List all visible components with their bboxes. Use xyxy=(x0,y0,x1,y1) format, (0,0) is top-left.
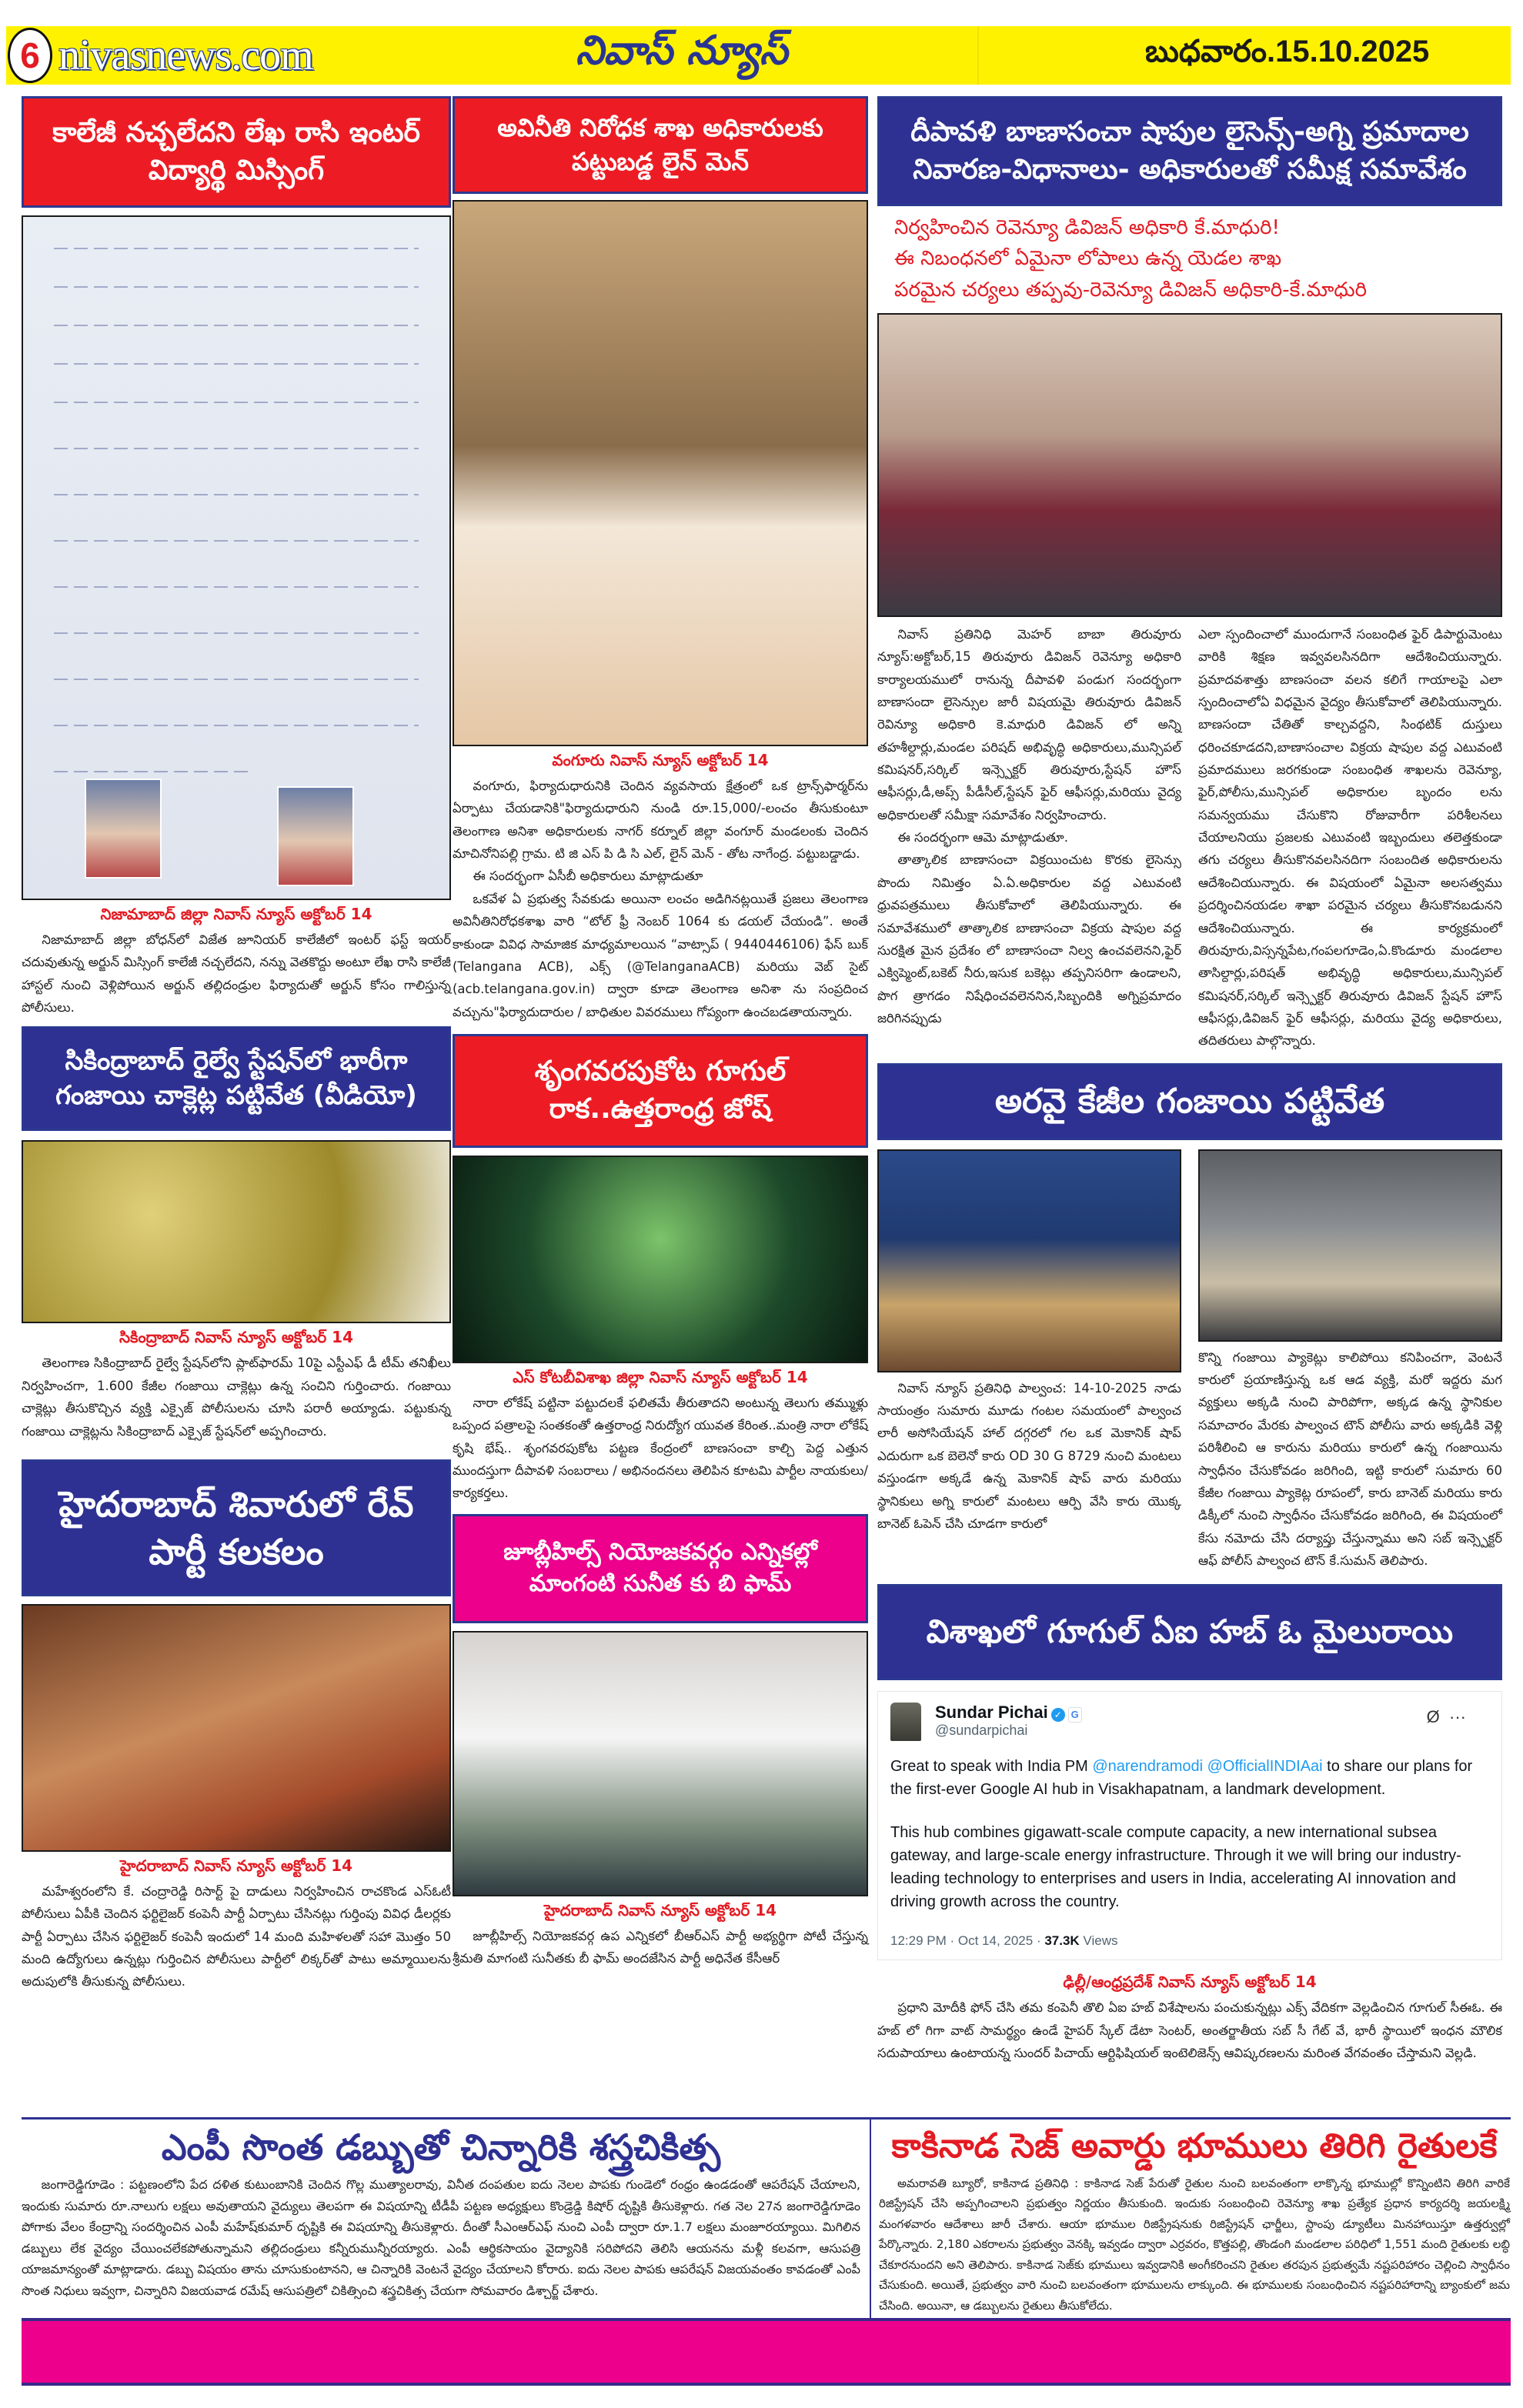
article-body: నారా లోకేష్ పట్టినా పట్టుదలకే ఫలితమే తీరుతాదని అంటున్న తెలుగు తమ్ముళ్లు ఒప్పంద పత్రాలపై సంతకంతో ఉత్తరాంధ్ర నిరుద్యోగ యువత కేరింత..మంత్రి నారా లోకేష్ కృషి భేష్.. శృంగవరపుకోట పట్టణ కేంద్రంలో బాణసంచా కాల్చి పెద్ద ఎత్తున ముందస్తుగా దీపావళి సంబరాలు / అభినందనలు తెలిపిన కూటమి పార్టీల నాయకులు/ కార్యకర్తలు. xyxy=(453,1395,868,1501)
article-body: ప్రధాని మోదీకి ఫోన్ చేసి తమ కంపెనీ తొలి ఏఐ హబ్ విశేషాలను పంచుకున్నట్లు ఎక్స్ వేదికగా వెల్లడించిన గూగుల్ సీఈఓ. ఈ హబ్ లో గిగా వాట్ సామర్థ్యం ఉండే హైపర్ స్కేల్ డేటా సెంటర్, అంతర్జాతీయ సబ్ సీ గేట్ వే, భారీ స్థాయిలో ఇంధన మౌలిక సదుపాయాలు ఉంటాయన్న సుందర్ పిచాయ్ ఆర్టిఫిషియల్ ఇంటెలిజెన్స్ ఆవిష్కరణలను మరింత వేగవంతం చేస్తామని వెల్లడి. xyxy=(877,2000,1502,2061)
photo-police-officer xyxy=(877,1149,1181,1372)
article-body: జంగారెడ్డిగూడెం : పట్టణంలోని పేద దళిత కుటుంబానికి చెందిన గొల్ల ముత్యాలరావు, వినీత దంపతుల ఐదు నెలల పాపకు గుండెలో రంధ్రం ఉండడంతో ఆపరేషన్ చేయాలని, ఇందుకు సుమారు రూ.నాలుగు లక్షలు అవుతాయని వైద్యులు తెలపగా ఈ విషయాన్ని టీడీపీ పట్టణ అధ్యక్షులు కొండ్రెడ్డి కిషోర్ దృష్టికి తీసుకెళ్లారు. గత నెల 27న జంగారెడ్డిగూడెం పోగాకు వేలం కేంద్రాన్ని సందర్శించిన ఎంపీ మహేష్‌కుమార్ దృష్టికి ఈ విషయాన్ని తీసుకెళ్లారు. దీంతో సీఎంఆర్‌ఎఫ్ నుంచి ఎంపీ ద్వారా రూ.1.7 లక్షలు మంజూరయ్యాయి. మిగిలిన డబ్బులు లేక వైద్యం చేయించలేకపోతున్నామని తల్లిదండ్రులు కన్నీరుమున్నీరయ్యారు. ఎంపీ ఆర్థికసాయం వైద్యానికి సరిపోదని తెలిసి ఆయనను మళ్లీ కలవగా, ఆసుపత్రి యాజమాన్యంతో మాట్లాడారు. డబ్బు విషయం తాను చూసుకుంటానని, ఆ చిన్నారికి వెంటనే వైద్యం చేయాలని కోరారు. ఐదు నెలల పాపకు ఆపరేషన్ విజయవంతం కావడంతో ఎంపీ సొంత నిధులు ఇవ్వగా, చిన్నారిని విజయవాడ రమేష్ ఆసుపత్రిలో చికిత్సించి శస్త్రచికిత్స చేయగా సోమవారం డిశ్చార్జ్ చేశారు. xyxy=(22,2177,860,2298)
tweet-text-part: to share our plans for the first-ever Google AI hub in Visakhapatnam, a landmark development. xyxy=(890,1758,1473,1799)
column-divider xyxy=(870,2120,871,2320)
mention-link[interactable]: @OfficialINDIAai xyxy=(1207,1758,1323,1776)
diwali-body xyxy=(877,623,1502,1052)
tweet-text-part: This hub combines gigawatt-scale compute capacity, a new international subsea gateway, and large-scale energy infrastructure. Through it we will bring our industry-leading technology to enterprises and users in India, accelerating AI innovation and driving growth across the country. xyxy=(890,1824,1461,1911)
masthead xyxy=(6,26,1511,85)
diwali-subheads xyxy=(877,212,1502,305)
article-body: తాత్కాలిక బాణాసంచా విక్రయించుట కొరకు లైసెన్సు పొందు నిమిత్తం ఏ.ఏ.అధికారుల వద్ద ఎటువంటి ధ్రువపత్రములు తీసుకోవాలో తెలిపియున్నారు. ఈ సమావేశములో తాత్కాలిక బాణాసంచా విక్రయ షాపుల వద్ద సురక్షిత మైన ప్రదేశం లో బాణాసంచా నిల్వ ఉంచవలెనని,ఫైర్ ఎక్విప్మెంట్,బకెట్ నీరు,ఇసుక బకెట్లు తప్పనిసరిగా ఉండాలని, పొగ త్రాగడం నిషేధించవలెననిన,సిబ్బందికి అగ్నిప్రమాదం జరిగినప్పుడు xyxy=(877,852,1181,1026)
masthead-divider xyxy=(977,26,979,85)
article-mp-surgery xyxy=(22,2123,860,2301)
column-3 xyxy=(877,96,1502,2064)
avatar[interactable] xyxy=(890,1703,921,1741)
tweet-author-name[interactable]: Sundar Pichai xyxy=(935,1703,1048,1723)
photo-chocolates xyxy=(22,1140,451,1323)
headline-diwali: దీపావళి బాణాసంచా షాపుల లైసెన్స్-అగ్ని ప్రమాదాల నివారణ-విధానాలు- అధికారులతో సమీక్ష సమావేశం xyxy=(877,96,1502,206)
column-1 xyxy=(22,96,451,1993)
article-body: వంగూరు, ఫిర్యాదుధారునికి చెందిన వ్యవసాయ క్షేత్రంలో ఒక ట్రాన్స్‌ఫార్మర్‌ను ఏర్పాటు చేయడానికి"ఫిర్యాదుధారుని నుండి రూ.15,000/-లంచం తీసుకుంటూ తెలంగాణ అనిశా అధికారులకు నాగర్ కర్నూల్ జిల్లా వంగూర్ మండలంకు చెందిన మాచినోనిపల్లి గ్రామ. టి జి ఎస్ పి డి సి ఎల్, లైన్ మెన్ - తోట నాగేంద్ర. పట్టుబడ్డాడు. xyxy=(453,779,868,862)
section-divider xyxy=(22,2117,1511,2120)
article-body: ఈ సందర్భంగా ఏసీబీ అధికారులు మాట్లాడుతూ xyxy=(473,869,703,884)
embedded-tweet[interactable] xyxy=(877,1691,1502,1960)
headline-acb: అవినీతి నిరోధక శాఖ అధికారులకు పట్టుబడ్డ లైన్ మెన్ xyxy=(453,96,868,194)
newspaper-logo: నివాస్ న్యూస్ xyxy=(576,27,788,74)
tweet-header xyxy=(890,1703,1489,1741)
photo-letter xyxy=(22,215,451,900)
article-body: నివాస్ ప్రతినిధి మెహర్ బాబా తిరువూరు న్యూస్:అక్టోబర్,15 తిరువూరు డివిజన్ రెవెన్యూ అధికారి కార్యాలయములో రానున్న దీపావళి పండుగ సందర్భంగా బాణాసందా లైసెన్సుల జారీ విషయమై తిరువూరు డివిజన్ రెవిన్యూ అధికారి కె.మాధురి డివిజన్ లో అన్ని తహశీల్దార్లు,మండల పరిషద్ అభివృద్ధి అధికారులు,మున్సిపల్ కమిషనర్,సర్కిల్ ఇన్స్పెక్టర్ తిరువూరు,స్టేషన్ హౌస్ ఆఫీసర్లు,డీ,అప్స్ పీడీసీల్,స్టేషన్ ఫైర్ ఆఫీసర్లు,మరియు వైద్య అధికారులతో సమీక్షా సమావేశం నిర్వహించారు. xyxy=(877,626,1181,822)
headline-sringavarapukota: శృంగవరపుకోట గూగుల్ రాక..ఉత్తరాంధ్ర జోష్ xyxy=(453,1034,868,1148)
article-body: ఈ సందర్భంగా ఆమె మాట్లాడుతూ. xyxy=(897,830,1068,845)
photo-burnt-car xyxy=(1198,1149,1502,1342)
dateline: నిజామాబాద్ జిల్లా నివాస్ న్యూస్ అక్టోబర్ 14 xyxy=(100,905,372,923)
tweet-views-label: Views xyxy=(1079,1933,1118,1949)
dateline: వంగూరు నివాస్ న్యూస్ అక్టోబర్ 14 xyxy=(552,751,769,769)
headline-vizag-ai-hub: విశాఖలో గూగుల్ ఏఐ హబ్ ఓ మైలురాయి xyxy=(877,1584,1502,1680)
tweet-handle[interactable]: @sundarpichai xyxy=(935,1723,1028,1739)
dateline: హైదరాబాద్ నివాస్ న్యూస్ అక్టోబర్ 14 xyxy=(119,1856,353,1875)
article-body: ఎలా స్పందించాలో ముందుగానే సంబంధిత ఫైర్ డిపార్టుమెంటు వారికి శిక్షణ ఇవ్వవలసినదిగా ఆదేశించియున్నారు. ప్రమాదవశాత్తు బాణసంచా వలన కలిగే గాయాలపై ఎలా స్పందించాలోఏ విధమైన వైద్యం తీసుకోవాలో తెలిపియున్నారు. బాణసందా చేతితో కాల్చవద్దని, సింథటిక్ దుస్తులు ధరించకూడదని,బాణాసంచాల విక్రయ షాపుల వద్ద ఎటువంటి ప్రమాదములు జరగకుండా సంబంధిత శాఖలను రెవెన్యూ, ఫైర్,పోలీసు,మున్సిపల్ అధికారుల బృందం లను సమన్వయము చేసుకొని రోజువారీగా పరిశీలనలు చేయాలనియు ప్రజలకు ఎటువంటి ఇబ్బందులు తలెత్తకుండా తగు చర్యలు తీసుకొనవలసినదిగా సంబందిత అధికారులను ఆదేశించియున్నారు. ఈ విషయంలో ఏమైనా అలసత్వము ప్రదర్శించినయడల శాఖా పరమైన చర్యలు తీసుకొనబడునని ఆదేశించియున్నారు. ఈ కార్యక్రమంలో తిరువూరు,విస్సన్నపేట,గంపలగూడెం,ఏ.కొండూరు మండలాల తాసిల్దార్లు,పరిషత్ అభివృద్ధి అధికారులు,మున్సిపల్ కమిషనర్,సర్కిల్ ఇన్స్పెక్టర్ తిరువూరు డివిజన్ స్టేషన్ హౌస్ ఆఫీసర్లు,డివిజన్ ఫైర్ ఆఫీసర్లు, మరియు వైద్య అధికారులు, తదితరులు పాల్గొన్నారు. xyxy=(1198,626,1502,1049)
dateline: ఎస్ కోటబీవిశాఖ జిల్లా నివాస్ న్యూస్ అక్టోబర్ 14 xyxy=(513,1367,808,1386)
subhead: ఈ నిబంధనలో ఏమైనా లోపాలు ఉన్న యెడల శాఖ xyxy=(894,247,1282,271)
article-body: తెలంగాణ సికింద్రాబాద్ రైల్వే స్టేషన్‌లోని ప్లాట్‌ఫారమ్ 10పై ఎస్టీఎఫ్ డీ టీమ్ తనిఖీలు నిర్వహించగా, 1.600 కేజీల గంజాయి చాక్లెట్లు ఉన్న సంచిని గుర్తించారు. గంజాయి చాక్లెట్లు తీసుకొచ్చిన వ్యక్తి ఎక్సైజ్ పోలీసులను చూసి పరారీ అయ్యాడు. పట్టుకున్న గంజాయి చాక్లెట్లను సికింద్రాబాద్ ఎక్సైజ్ స్టేషన్‌లో అప్పగించారు. xyxy=(22,1356,451,1439)
column-2 xyxy=(453,96,868,1969)
photo-fireworks xyxy=(453,1156,868,1363)
verified-badge-icon: ✓ xyxy=(1051,1708,1065,1722)
student-photo xyxy=(277,786,354,886)
dateline: హైదరాబాద్ నివాస్ న్యూస్ అక్టోబర్ 14 xyxy=(543,1900,777,1919)
student-photo xyxy=(85,779,162,879)
article-body: మహేశ్వరంలోని కే. చంద్రారెడ్డి రిసార్ట్ పై దాడులు నిర్వహించిన రాచకొండ ఎస్‌ఓటీ పోలీసులు ఏపీకి చెందిన ఫర్టిలైజర్ కంపెనీ పార్టీ ఏర్పాటు చేసినట్లు గుర్తింపు వివిధ డీలర్లకు పార్టీ ఏర్పాటు చేసిన ఫర్టిలైజర్ కంపెనీ ఇందులో 14 మంది మహిళలతో సహా మొత్తం 50 మంది ఉద్యోగులు ఉన్నట్లు గుర్తించిన పోలీసులు పార్టీలో లిక్కర్‌తో పాటు అమ్మాయిలను అదుపులోకి తీసుకున్న పోలీసులు. xyxy=(22,1883,451,1989)
tweet-meta xyxy=(890,1933,1489,1949)
article-kakinada-sez xyxy=(879,2123,1510,2316)
site-name[interactable]: nivasnews.com xyxy=(58,32,313,79)
tweet-text xyxy=(890,1755,1489,1913)
article-body: అమరావతి బ్యూరో, కాకినాడ ప్రతినిధి : కాకినాడ సెజ్ పేరుతో రైతుల నుంచి బలవంతంగా లాక్కొన్న భూముల్లో కొన్నింటిని తిరిగి వారికే రిజిస్ట్రేషన్ చేసి అప్పగించాలని ప్రభుత్వం నిర్ణయం తీసుకుంది. ఇందుకు సంబంధించి రెవెన్యూ శాఖ ప్రత్యేక ప్రధాన కార్యదర్శి జయలక్ష్మి మంగళవారం ఆదేశాలు జారీ చేశారు. ఆయా భూముల రిజిస్ట్రేషనుకు రిజిస్ట్రేషన్ ఛార్జీలు, స్టాంపు డ్యూటీలు మినహాయిస్తూ ఉత్తర్వుల్లో పేర్కొన్నారు. 2,180 ఎకరాలను ప్రభుత్వం వెనక్కి ఇవ్వడం ద్వారా ఎర్రవరం, కొత్తపల్లి, తొండంగి మండలాల పరిధిలో 1,551 మంది రైతులకు లబ్ధి చేకూరనుందని అని తెలిపారు. కాకినాడ సెజ్‌కు భూములు ఇవ్వడానికి అంగీకరించని రైతుల తరపున ప్రభుత్వమే నష్టపరిహారం చెల్లించి స్వాధీనం చేసుకుంది. అయితే, ప్రభుత్వం వారి నుంచి బలవంతంగా భూములను లాక్కుంది. ఈ భూములకు సంబంధించిన నష్టపరిహారాన్ని బ్యాంకులో జమ చేసింది. అయినా, ఆ డబ్బులను రైతులు తీసుకోలేదు. xyxy=(879,2176,1511,2313)
headline-mp-surgery: ఎంపీ సొంత డబ్బుతో చిన్నారికి శస్త్రచికిత్స xyxy=(161,2126,721,2168)
photo-lineman xyxy=(453,200,868,746)
headline-jubilee-hills: జూబ్లీహిల్స్ నియోజకవర్గం ఎన్నికల్లో మాంగంటి సునీత కు బి ఫామ్ xyxy=(453,1514,868,1623)
subhead: నిర్వహించిన రెవెన్యూ డివిజన్ అధికారి కే.మాధురి! xyxy=(894,216,1280,239)
photo-review-meeting xyxy=(877,313,1502,617)
grok-icon[interactable]: Ø xyxy=(1426,1707,1440,1727)
article-body: జూబ్లీహిల్స్ నియోజకవర్గ ఉప ఎన్నికలో బీఆర్ఎస్ పార్టీ అభ్యర్థిగా పోటీ చేస్తున్న శ్రీమతి మాగంటి సునీతకు బీ ఫామ్ అందజేసిన పార్టీ అధినేత కేసీఆర్ xyxy=(453,1928,868,1966)
tweet-text-part: Great to speak with India PM xyxy=(890,1758,1093,1776)
issue-date: బుధవారం.15.10.2025 xyxy=(1145,34,1430,68)
headline-rave-party: హైదరాబాద్ శివారులో రేవ్ పార్టీ కలకలం xyxy=(22,1459,451,1596)
tweet-timestamp[interactable]: 12:29 PM · Oct 14, 2025 · xyxy=(890,1933,1045,1949)
headline-missing-student: కాలేజీ నచ్చలేదని లేఖ రాసి ఇంటర్ విద్యార్థి మిస్సింగ్ xyxy=(22,96,451,208)
headline-kakinada-sez: కాకినాడ సెజ్ అవార్డు భూములు తిరిగి రైతులకే xyxy=(891,2126,1498,2166)
headline-secunderabad: సికింద్రాబాద్ రైల్వే స్టేషన్‌లో భారీగా గంజాయి చాక్లెట్ల పట్టివేత (వీడియో) xyxy=(22,1026,451,1131)
photo-b-form xyxy=(453,1631,868,1896)
more-options-icon[interactable]: ··· xyxy=(1449,1707,1466,1727)
article-body: కొన్ని గంజాయి ప్యాకెట్లు కాలిపోయి కనిపించగా, వెంటనే కారులో ప్రయాణిస్తున్న ఒక ఆడ వ్యక్తి, మరో ఇద్దరు మగ వ్యక్తులు అక్కడి నుంచి పారిపోగా, అక్కడ ఉన్న స్థానికుల సమాచారం మేరకు పాల్వంచ టౌన్ పోలీసు వారు అక్కడికి వెళ్లి పరిశీలించి ఆ కారును మరియు కారులో ఉన్న గంజాయిను స్వాధీనం చేసుకోవడం జరిగింది, ఇట్టి కారులో సుమారు 60 కేజీల గంజాయి ప్యాకెట్ల రూపంలో, కారు బానెట్ మరియు కారు డిక్కీలో నుంచి స్వాధీనం చేసుకోవడం జరిగింది, ఈ విషయంలో కేసు నమోదు చేసి దర్యాప్తు చేస్తున్నాము అని సబ్ ఇన్స్పెక్టర్ ఆఫ్ పోలీస్ పాల్వంచ టౌన్ కే.సుమన్ తెలిపారు. xyxy=(1198,1349,1502,1568)
dateline: సికింద్రాబాద్ నివాస్ న్యూస్ అక్టోబర్ 14 xyxy=(119,1328,353,1347)
tweet-views-count: 37.3K xyxy=(1044,1933,1080,1949)
subhead: పరమైన చర్యలు తప్పవు-రెవెన్యూ డివిజన్ అధికారి-కే.మాధురి xyxy=(894,278,1368,302)
mention-link[interactable]: @narendramodi xyxy=(1092,1758,1204,1776)
page-number: 6 xyxy=(8,28,52,83)
ganja-body xyxy=(877,1149,1502,1573)
article-body: నిజామాబాద్ జిల్లా బోధన్‌లో విజేత జూనియర్ కాలేజీలో ఇంటర్ ఫస్ట్ ఇయర్ చదువుతున్న అర్జున్ మిస్సింగ్ కాలేజీ నచ్చలేదని, నన్ను వెతకొద్దు అంటూ లేఖ రాసి కాలేజీ హాస్టల్ నుంచి వెళ్లిపోయిన అర్జున్ తల్లిదండ్రుల ఫిర్యాదుతో అర్జున్ కోసం గాలిస్తున్న పోలీసులు. xyxy=(22,932,451,1016)
article-body: నివాస్ న్యూస్ ప్రతినిధి పాల్వంచ: 14-10-2025 నాడు సాయంత్రం సుమారు మూడు గంటల సమయంలో పాల్వంచ లారీ అసోసియేషన్ హాల్ దగ్గరలో గల ఒక మెకానిక్ షాప్ ఎదురుగా ఒక బెలెనో కారు OD 30 G 8729 నుంచి మంటలు వస్తుండగా అక్కడే ఉన్న మెకానిక్ షాప్ వారు మరియు స్థానికులు అగ్ని కారులో మంటలు ఆర్పి వేసి కారు యొక్క బానెట్ ఓపెన్ చేసి చూడగా కారులో xyxy=(877,1380,1181,1531)
dateline: ఢిల్లీ/ఆంధ్రప్రదేశ్ నివాస్ న్యూస్ అక్టోబర్ 14 xyxy=(1063,1973,1317,1992)
article-body: ఒకవేళ ఏ ప్రభుత్వ సేవకుడు అయినా లంచం అడిగినట్లయితే ప్రజలు తెలంగాణ అవినీతినిరోధకశాఖ వారి “టోల్ ఫ్రీ నెంబర్ 1064 కు డయల్ చేయండి”. అంతే కాకుండా వివిధ సామాజిక మాధ్యమాలయిన “వాట్సాప్ ( 9440446106) ఫేస్ బుక్ (Telangana ACB), ఎక్స్ (@TelanganaACB) మరియు వెబ్ సైట్ (acb.telangana.gov.in) ద్వారా కూడా తెలంగాణ అనిశా ను సంప్రదించ వచ్చును"ఫిర్యాదుదారుల / బాధితుల వివరములు గోప్యంగా ఉంచబడతాయన్నారు. xyxy=(453,891,868,1019)
google-badge-icon: G xyxy=(1068,1707,1082,1723)
headline-ganja-seizure: అరవై కేజీల గంజాయి పట్టివేత xyxy=(877,1063,1502,1140)
footer-band xyxy=(22,2318,1511,2386)
photo-rave-party xyxy=(22,1604,451,1852)
